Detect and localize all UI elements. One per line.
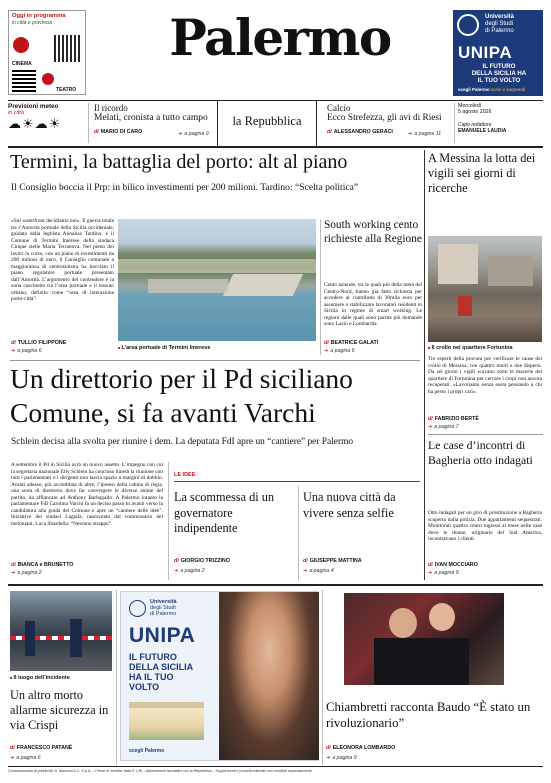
ad-university-line1: Università: [485, 14, 515, 20]
cinema-icon: [13, 37, 29, 53]
ad-mid-slogan3: HA IL TUO: [129, 672, 174, 682]
cloud-icon: ☁: [34, 116, 49, 131]
baudo-photo[interactable]: [344, 593, 504, 685]
pd-headline-2[interactable]: Comune, si fa avanti Varchi: [10, 397, 316, 428]
idee-col1-pageref[interactable]: [174, 568, 205, 574]
date-value: 5 agosto 2026: [458, 109, 492, 115]
pd-byline-di: di: [11, 562, 16, 568]
arrow-icon: ➜: [326, 755, 331, 761]
cinema-qr-icon: [54, 35, 81, 62]
southworking-pageref[interactable]: [324, 348, 355, 354]
weather-title: Previsioni meteo: [8, 103, 59, 110]
bagheria-byline-name: IVAN MOCCIARO: [434, 562, 478, 568]
bagheria-byline: [428, 562, 478, 568]
lead-headline[interactable]: Termini, la battaglia del porto: alt al piano: [10, 151, 348, 173]
southworking-body: [324, 282, 422, 339]
messina-title[interactable]: A Messina la lotta dei vigili sei giorni di ricerche: [428, 151, 536, 195]
pd-byline-name: BIANCA e BRUNETTO: [17, 562, 74, 568]
editor-label: Capo redattore: [458, 122, 492, 128]
unipa-ad[interactable]: [120, 591, 319, 761]
calcio-pageref[interactable]: [408, 131, 441, 137]
university-seal-icon: [457, 14, 479, 36]
ad-cta: [458, 87, 525, 92]
baudo-byline-di: di: [326, 745, 331, 751]
ad-slogan-line1: IL FUTURO: [482, 63, 516, 70]
ricordo-kicker: Il ricordo: [94, 103, 128, 113]
idee-kicker: LE IDEE: [174, 472, 196, 478]
baudo-byline-name: ELEONORA LOMBARDO: [332, 745, 396, 751]
bagheria-pageref[interactable]: [428, 570, 459, 576]
idee-col2-byline-di: di: [303, 558, 308, 564]
messina-byline-name: FABRIZIO BERTÈ: [434, 416, 479, 422]
sun-cloud-icon: ☀: [48, 116, 62, 131]
pd-headline-1[interactable]: Un direttorio per il Pd siciliano: [10, 363, 353, 394]
lead-pageref[interactable]: [11, 348, 42, 354]
southworking-byline-di: di: [324, 340, 329, 346]
pd-byline: [11, 562, 73, 568]
arrow-icon: ➜: [178, 131, 183, 137]
crispi-photo[interactable]: [10, 591, 112, 671]
ad-mid-uni2: degli Studi: [150, 605, 176, 611]
messina-page: a pagina 7: [434, 424, 459, 430]
ad-university-line2: degli Studi: [485, 21, 514, 27]
program-subtitle: in città e provincia: [12, 20, 53, 26]
footer-text: Concessionaria di pubblicità: A. Manzoni & C. S.p.A. – Prezzi di vendita: Italia € 1,90 – Abbinamenti facoltativi con la Repubblica – Supplementi e prodotti editoriali non vendibili separatamente: [8, 769, 312, 773]
crispi-pageref[interactable]: [10, 755, 41, 761]
arrow-icon: ➜: [428, 570, 433, 576]
bagheria-body: [428, 510, 542, 558]
lead-body-text: «Sui waterfront decidiamo noi». È guerra totale tra l’Autorità portuale della Sicilia occidentale, guidata dalla leghista Annalisa Tardino, e il Comune di Termini Imerese della sindaca Cinque stelle Maria Terranova. Nel pieno dei lavori in corso, con un piano di investimenti da 200 milioni di euro, il Consiglio comunale a maggioranza di centrosinistra ha bocciato il piano regolatore portuale presentato dall’Autorità. L’argomento del contendere è la zona cuscinetto tra l’area portuale e il tessuto urbano, definito come “area di interazione porto-città”.: [11, 218, 114, 302]
teatro-icon: [42, 73, 54, 85]
editor-name: EMANUELE LAUDIA: [458, 128, 507, 134]
southworking-body-text: Cento aziende, tra le quali più della metà del Centro-Nord, hanno già fatto richiesta per accedere al contributo di 30mila euro per assumere o stabilizzare lavoratori residenti in Sicilia in regime di smart working. Le regioni dalle quali sono partite più domande sono Lazio e Lombardia.: [324, 282, 422, 327]
ad-cta-text: scegli Palermo: [458, 87, 490, 92]
southworking-page: a pagina 6: [330, 348, 355, 354]
crispi-caption: ■ Il luogo dell’incidente: [10, 675, 70, 681]
lead-byline-di: di: [11, 340, 16, 346]
ricordo-teaser[interactable]: [94, 103, 214, 143]
messina-body-text: Tre esperti della procura per verificare le cause del crollo di Messina, con quattro morti e due dispersi. Da sei giorni i vigili scavano sotto le macerie del quartiere di Fortunina per cercare i corpi non ancora recuperati. «Lavoriamo senza sosta pensando a chi ha perso i propri cari».: [428, 356, 542, 395]
arrow-icon: ➜: [10, 755, 15, 761]
ad-mid-uni1: Università: [150, 599, 177, 605]
brand-name: la Repubblica: [232, 114, 302, 128]
bagheria-title[interactable]: Le case d’incontri di Bagheria otto indagati: [428, 438, 533, 467]
ad-mid-cta: scegli Palermo: [129, 748, 165, 754]
arrow-icon: ➜: [408, 131, 413, 137]
collapse-caption: ■ Il crollo nel quartiere Fortunina: [428, 345, 513, 351]
ricordo-pageref[interactable]: [178, 131, 209, 137]
arrow-icon: ➜: [428, 424, 433, 430]
masthead-title: Palermo: [169, 8, 391, 67]
messina-byline: [428, 416, 479, 422]
ad-mid-unipa: UNIPA: [129, 624, 196, 647]
ad-cta-sub: scrivi e sorprendi: [491, 87, 526, 92]
messina-body: [428, 356, 542, 414]
teatro-label: TEATRO: [56, 87, 77, 93]
bagheria-byline-di: di: [428, 562, 433, 568]
idee-col1-byline-name: GIORGIO TRIZZINO: [180, 558, 230, 564]
idee-col2-pageref[interactable]: [303, 568, 334, 574]
ad-mid-slogan2: DELLA SICILIA: [129, 662, 194, 672]
lead-page: a pagina 6: [17, 348, 42, 354]
crispi-byline-di: di: [10, 745, 15, 751]
ad-mid-slogan4: VOLTO: [129, 682, 160, 692]
lead-byline-name: TULLIO FILIPPONE: [17, 340, 67, 346]
ad-mid-uni3: di Palermo: [150, 611, 177, 617]
idee-col2-byline-name: GIUSEPPE MATTINA: [309, 558, 362, 564]
calcio-teaser[interactable]: [327, 103, 449, 143]
teatro-qr-icon: [12, 68, 36, 92]
bagheria-page: a pagina 9: [434, 570, 459, 576]
pd-subhead: Schlein decisa alla svolta per riunire i dem. La deputata FdI apre un “cantiere” per Palermo: [11, 437, 354, 447]
messina-pageref[interactable]: [428, 424, 459, 430]
sun-icon: ☀: [22, 116, 35, 131]
idee-col1-byline: [174, 558, 230, 564]
baudo-pageref[interactable]: [326, 755, 357, 761]
calcio-title: Ecco Strefezza, gli avi di Riesi: [327, 113, 442, 123]
idee-col1-byline-di: di: [174, 558, 179, 564]
calcio-page: a pagina 11: [414, 131, 442, 137]
southworking-byline: [324, 340, 378, 346]
idee-col1-title[interactable]: La scommessa di un governatore indipendente: [174, 490, 275, 535]
weather-icons: [8, 116, 86, 132]
arrow-icon: ➜: [324, 348, 329, 354]
pd-body: [11, 462, 163, 560]
bagheria-body-text: Otto indagati per un giro di prostituzione a Bagheria scoperto dalla polizia. Due appartamenti sequestrati. Monitorati quattro centri ingressi al mese nelle case dove le donne, originarie del Sud America, incontravano i clienti.: [428, 510, 542, 542]
unipa-top-ad[interactable]: [453, 10, 543, 96]
port-caption: ■ L’area portuale di Termini Imerese: [118, 345, 210, 351]
ad-mid-slogan1: IL FUTURO: [129, 652, 177, 662]
ad-slogan-line2: DELLA SICILIA HA: [471, 70, 527, 77]
pd-page: a pagina 2: [17, 570, 42, 576]
brand-box: [217, 100, 317, 146]
lead-byline: [11, 340, 66, 346]
baudo-title[interactable]: Chiambretti racconta Baudo “È stato un rivoluzionario”: [326, 700, 531, 730]
crispi-byline-name: FRANCESCO PATANÈ: [16, 745, 73, 751]
calcio-byline-di: di: [327, 129, 332, 135]
arrow-icon: ➜: [11, 570, 16, 576]
ad-face-image: [219, 592, 319, 760]
cinema-label: CINEMA: [12, 61, 32, 67]
arrow-icon: ➜: [11, 348, 16, 354]
ricordo-title: Melati, cronista a tutto campo: [94, 113, 208, 123]
collapse-photo[interactable]: [428, 236, 542, 342]
ad-university-line3: di Palermo: [485, 28, 514, 34]
crispi-page: a pagina 6: [16, 755, 41, 761]
ricordo-byline-name: MARIO DI CARO: [100, 129, 143, 135]
port-photo[interactable]: [118, 219, 316, 341]
baudo-page: a pagina 9: [332, 755, 357, 761]
idee-col2-title[interactable]: Una nuova città da vivere senza selfie: [303, 490, 396, 520]
arrow-icon: ➜: [174, 568, 179, 574]
masthead-left-box[interactable]: [8, 10, 86, 95]
sun-cloud-icon: ☁: [8, 116, 22, 131]
messina-byline-di: di: [428, 416, 433, 422]
weather-subtitle: in città: [8, 110, 24, 116]
idee-col2-page: a pagina 4: [309, 568, 334, 574]
ricordo-byline-di: di: [94, 129, 99, 135]
program-title: Oggi in programma: [12, 13, 66, 19]
ad-building-image: [129, 702, 204, 740]
pd-body-text: A settembre il Pd in Sicilia avrà un nuovo assetto. L’impegno con cui la segretaria nazionale Elly Schlein ha concluso lunedì la riunione con tutti i parlamentari e i dirigenti non lascia spazio a margini di dubbio. Avanti adesso, più accreditata di altre, l’ipotesi della cabina di regia, una sorta di direttorio dove far convergere le diverse anime del partito, da affiancare ad Anthony Barbagallo. A Palermo intanto la parlamentare FdI Carolina Varchi fa un deciso passo in avanti verso la candidatura alla guida del Comune e apre un “cantiere delle idee”. Iniziative dei sindaci Lagalla, rassicurato dal commissario dei meloniani, Luca Sbardella: “Nessuno strappo”.: [11, 462, 163, 527]
ad-slogan-line3: IL TUO VOLTO: [477, 77, 521, 84]
lead-subhead: Il Consiglio boccia il Prp: in bilico investimenti per 200 milioni. Tardino: “Scelta politica”: [11, 182, 359, 193]
ricordo-page: a pagina 9: [184, 131, 209, 137]
arrow-icon: ➜: [303, 568, 308, 574]
baudo-byline: [326, 745, 395, 751]
idee-col2-byline: [303, 558, 362, 564]
date-day: Mercoledì: [458, 103, 482, 109]
crispi-byline: [10, 745, 72, 751]
weather-box[interactable]: [8, 103, 86, 143]
ad-unipa-logo: UNIPA: [458, 43, 513, 62]
southworking-byline-name: BEATRICE GALATI: [330, 340, 379, 346]
calcio-kicker: Calcio: [327, 103, 351, 113]
calcio-byline-name: ALESSANDRO GERACI: [333, 129, 393, 135]
date-box: [458, 103, 543, 134]
pd-pageref[interactable]: [11, 570, 42, 576]
southworking-title[interactable]: South working cento richieste alla Regione: [324, 219, 422, 245]
lead-body: [11, 218, 114, 340]
ad-seal-icon: [129, 600, 146, 617]
crispi-title[interactable]: Un altro morto allarme sicurezza in via Crispi: [10, 688, 109, 732]
idee-col1-page: a pagina 2: [180, 568, 205, 574]
